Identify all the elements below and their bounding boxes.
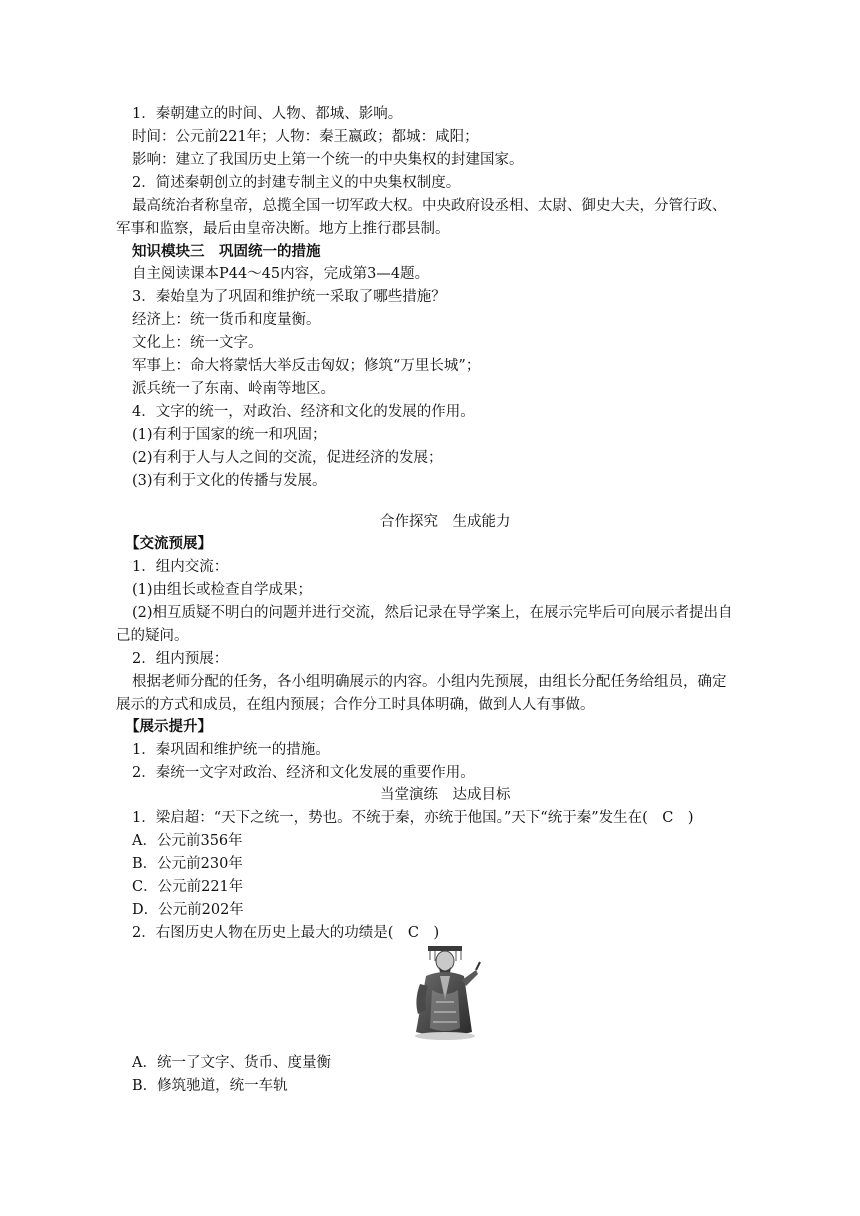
section-heading-cooperation: 合作探究 生成能力	[380, 514, 511, 530]
q3-heading: 3．秦始皇为了巩固和维护统一采取了哪些措施？	[132, 289, 446, 305]
q4-answer-1: (1)有利于国家的统一和巩固；	[132, 427, 327, 443]
q3-answer-south: 派兵统一了东南、岭南等地区。	[132, 381, 335, 397]
q1-answer-time: 时间：公元前221年；人物：秦王嬴政；都城：咸阳；	[132, 129, 479, 145]
q3-answer-culture: 文化上：统一文字。	[132, 335, 263, 351]
q1-answer-impact: 影响：建立了我国历史上第一个统一的中央集权的封建国家。	[132, 152, 524, 168]
q3-answer-military: 军事上：命大将蒙恬大举反击匈奴；修筑“万里长城”；	[132, 358, 481, 374]
section-heading-practice: 当堂演练 达成目标	[380, 787, 511, 803]
group-exchange-2-line1: (2)相互质疑不明白的问题并进行交流，然后记录在导学案上，在展示完毕后可向展示者提出自	[132, 605, 733, 621]
group-preview-line1: 根据老师分配的任务，各小组明确展示的内容。小组内先预展，由组长分配任务给组员，确定	[132, 674, 727, 690]
practice-q1: 1．梁启超：“天下之统一，势也。不统于秦，亦统于他国。”天下“统于秦”发生在( C )	[132, 810, 694, 826]
practice-q2-option-a: A．统一了文字、货币、度量衡	[132, 1055, 331, 1071]
practice-q2: 2．右图历史人物在历史上最大的功绩是( C )	[132, 925, 440, 941]
q2-heading: 2．简述秦朝创立的封建专制主义的中央集权制度。	[132, 175, 461, 191]
practice-q1-option-a: A．公元前356年	[132, 833, 243, 849]
display-item-1: 1．秦巩固和维护统一的措施。	[132, 742, 330, 758]
practice-q1-option-c: C．公元前221年	[132, 879, 244, 895]
q2-answer-line1: 最高统治者称皇帝，总揽全国一切军政大权。中央政府设丞相、太尉、御史大夫，分管行政、	[132, 198, 727, 214]
exchange-preview-heading: 【交流预展】	[125, 536, 212, 552]
display-item-2: 2．秦统一文字对政治、经济和文化发展的重要作用。	[132, 765, 475, 781]
reading-instruction: 自主阅读课本P44～45内容，完成第3—4题。	[132, 266, 430, 282]
group-exchange-1: (1)由组长或检查自学成果；	[132, 582, 313, 598]
q3-answer-economy: 经济上：统一货币和度量衡。	[132, 312, 321, 328]
group-preview-line2: 展示的方式和成员，在组内预展；合作分工时具体明确，做到人人有事做。	[116, 697, 595, 713]
q1-heading: 1．秦朝建立的时间、人物、都城、影响。	[132, 106, 403, 122]
module-3-heading: 知识模块三 巩固统一的措施	[132, 244, 321, 260]
group-exchange-heading: 1．组内交流：	[132, 559, 229, 575]
historical-figure-image	[406, 940, 484, 1042]
q4-answer-3: (3)有利于文化的传播与发展。	[132, 473, 327, 489]
q4-answer-2: (2)有利于人与人之间的交流，促进经济的发展；	[132, 450, 443, 466]
group-exchange-2-line2: 己的疑问。	[116, 628, 189, 644]
practice-q1-option-b: B．公元前230年	[132, 856, 243, 872]
practice-q1-option-d: D．公元前202年	[132, 902, 244, 918]
q2-answer-line2: 军事和监察，最后由皇帝决断。地方上推行郡县制。	[116, 221, 450, 237]
group-preview-heading: 2．组内预展：	[132, 651, 229, 667]
q4-heading: 4．文字的统一，对政治、经济和文化的发展的作用。	[132, 404, 475, 420]
practice-q2-option-b: B．修筑驰道，统一车轨	[132, 1078, 288, 1094]
display-improve-heading: 【展示提升】	[125, 719, 212, 735]
